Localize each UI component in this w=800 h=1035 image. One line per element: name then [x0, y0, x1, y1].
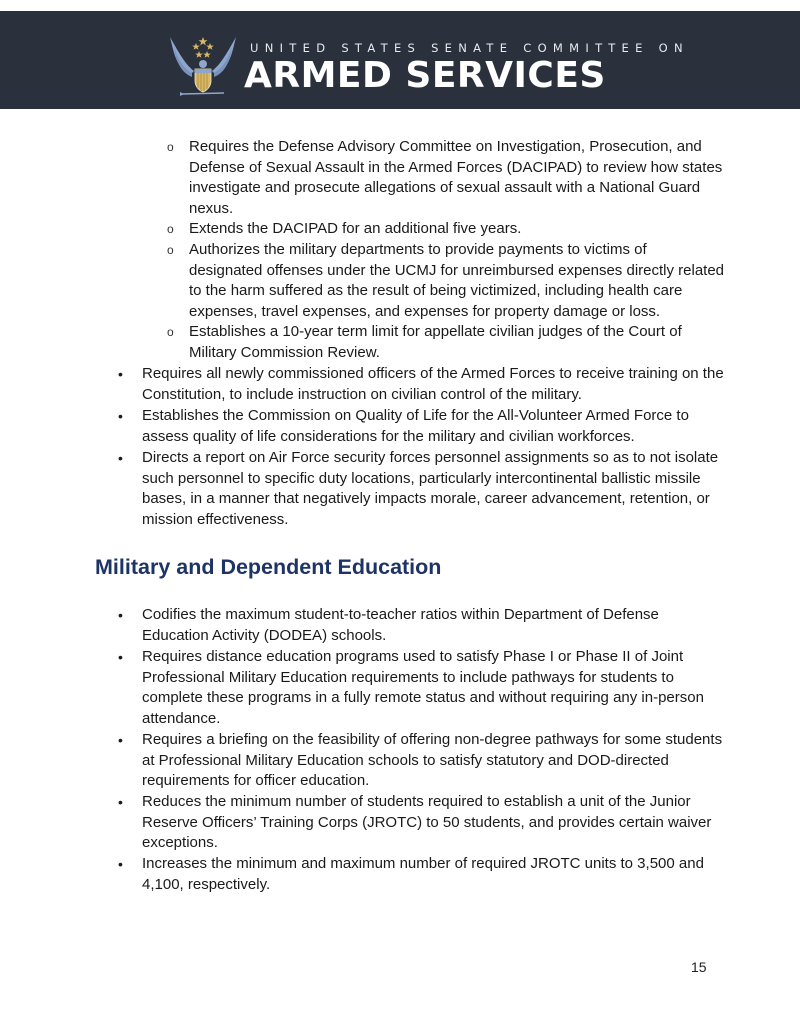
- text-line: designated offenses under the UCMJ for unreimbursed expenses directly related: [189, 261, 725, 279]
- page-number: 15: [691, 959, 707, 975]
- circle-bullet-icon: o: [167, 243, 174, 257]
- eagle-shield-stars-icon: [168, 33, 238, 99]
- bullet-dot-icon: •: [118, 794, 123, 810]
- bullet-item: [118, 448, 719, 530]
- text-line: Reduces the minimum number of students required to establish a unit of the Junior: [142, 793, 691, 810]
- bullet-item: [118, 854, 704, 895]
- section-heading: Military and Dependent Education: [95, 555, 442, 579]
- bullet-dot-icon: •: [118, 649, 123, 665]
- text-line: investigate and prosecute allegations of sexual assault with a National Guard: [189, 179, 701, 197]
- circle-bullet-icon: o: [167, 140, 174, 154]
- bullet-item: [118, 364, 724, 405]
- text-line: exceptions.: [142, 834, 218, 852]
- text-line: Reserve Officers’ Training Corps (JROTC) to 50 students, and provides certain waiver: [142, 813, 712, 831]
- text-line: complete these programs in a fully remote status and without requiring any in-person: [142, 689, 704, 707]
- text-line: requirements for officer education.: [142, 772, 370, 790]
- text-line: Professional Military Education requirements to include pathways for students to: [142, 668, 674, 686]
- text-line: Establishes a 10-year term limit for appellate civilian judges of the Court of: [189, 323, 682, 340]
- bullet-dot-icon: •: [118, 450, 123, 466]
- text-line: Education Activity (DODEA) schools.: [142, 626, 387, 644]
- bullet-dot-icon: •: [118, 408, 123, 424]
- text-line: Constitution, to include instruction on civilian control of the military.: [142, 385, 582, 403]
- text-line: such personnel to specific duty locations, particularly intercontinental ballistic missile: [142, 469, 701, 487]
- text-line: expenses, travel expenses, and expenses for property damage or loss.: [189, 302, 661, 320]
- bullet-dot-icon: •: [118, 366, 123, 382]
- text-line: Directs a report on Air Force security forces personnel assignments so as to not isolate: [142, 449, 719, 466]
- banner-subtitle: UNITED STATES SENATE COMMITTEE ON: [250, 41, 689, 55]
- bullet-item: [118, 406, 689, 447]
- sub-bullet-item: [167, 137, 723, 219]
- text-line: at Professional Military Education schools to satisfy statutory and DOD-directed: [142, 751, 669, 769]
- text-line: 4,100, respectively.: [142, 875, 271, 893]
- text-line: Codifies the maximum student-to-teacher ratios within Department of Defense: [142, 606, 659, 623]
- text-line: bases, in a manner that negatively impacts morale, career advancement, retention, or: [142, 490, 710, 508]
- text-line: Military Commission Review.: [189, 343, 380, 361]
- header-banner: [0, 11, 800, 109]
- text-line: assess quality of life considerations for the military and civilian workforces.: [142, 427, 635, 445]
- circle-bullet-icon: o: [167, 222, 174, 236]
- sub-bullet-item: [167, 322, 682, 363]
- text-line: mission effectiveness.: [142, 510, 289, 528]
- bullet-dot-icon: •: [118, 732, 123, 748]
- text-line: Requires a briefing on the feasibility of offering non-degree pathways for some students: [142, 731, 723, 748]
- text-line: nexus.: [189, 199, 234, 217]
- sub-bullet-item: [167, 219, 522, 240]
- text-line: Establishes the Commission on Quality of Life for the All-Volunteer Armed Force to: [142, 407, 689, 424]
- text-line: Requires all newly commissioned officers of the Armed Forces to receive training on the: [142, 365, 724, 382]
- text-line: attendance.: [142, 709, 221, 727]
- banner-title: ARMED SERVICES: [244, 55, 606, 96]
- bullet-item: [118, 605, 659, 646]
- bullet-item: [118, 730, 723, 792]
- text-line: to the harm suffered as the result of being victimized, including health care: [189, 282, 683, 300]
- bullet-dot-icon: •: [118, 607, 123, 623]
- text-line: Authorizes the military departments to provide payments to victims of: [189, 241, 647, 258]
- text-line: Increases the minimum and maximum number of required JROTC units to 3,500 and: [142, 855, 704, 872]
- text-line: Requires the Defense Advisory Committee on Investigation, Prosecution, and: [189, 138, 702, 155]
- bullet-item: [118, 792, 712, 854]
- text-line: Extends the DACIPAD for an additional five years.: [189, 220, 522, 237]
- text-line: Defense of Sexual Assault in the Armed Forces (DACIPAD) to review how states: [189, 158, 723, 176]
- sub-bullet-item: [167, 240, 725, 322]
- bullet-item: [118, 647, 704, 729]
- text-line: Requires distance education programs used to satisfy Phase I or Phase II of Joint: [142, 648, 684, 665]
- circle-bullet-icon: o: [167, 325, 174, 339]
- bullet-dot-icon: •: [118, 856, 123, 872]
